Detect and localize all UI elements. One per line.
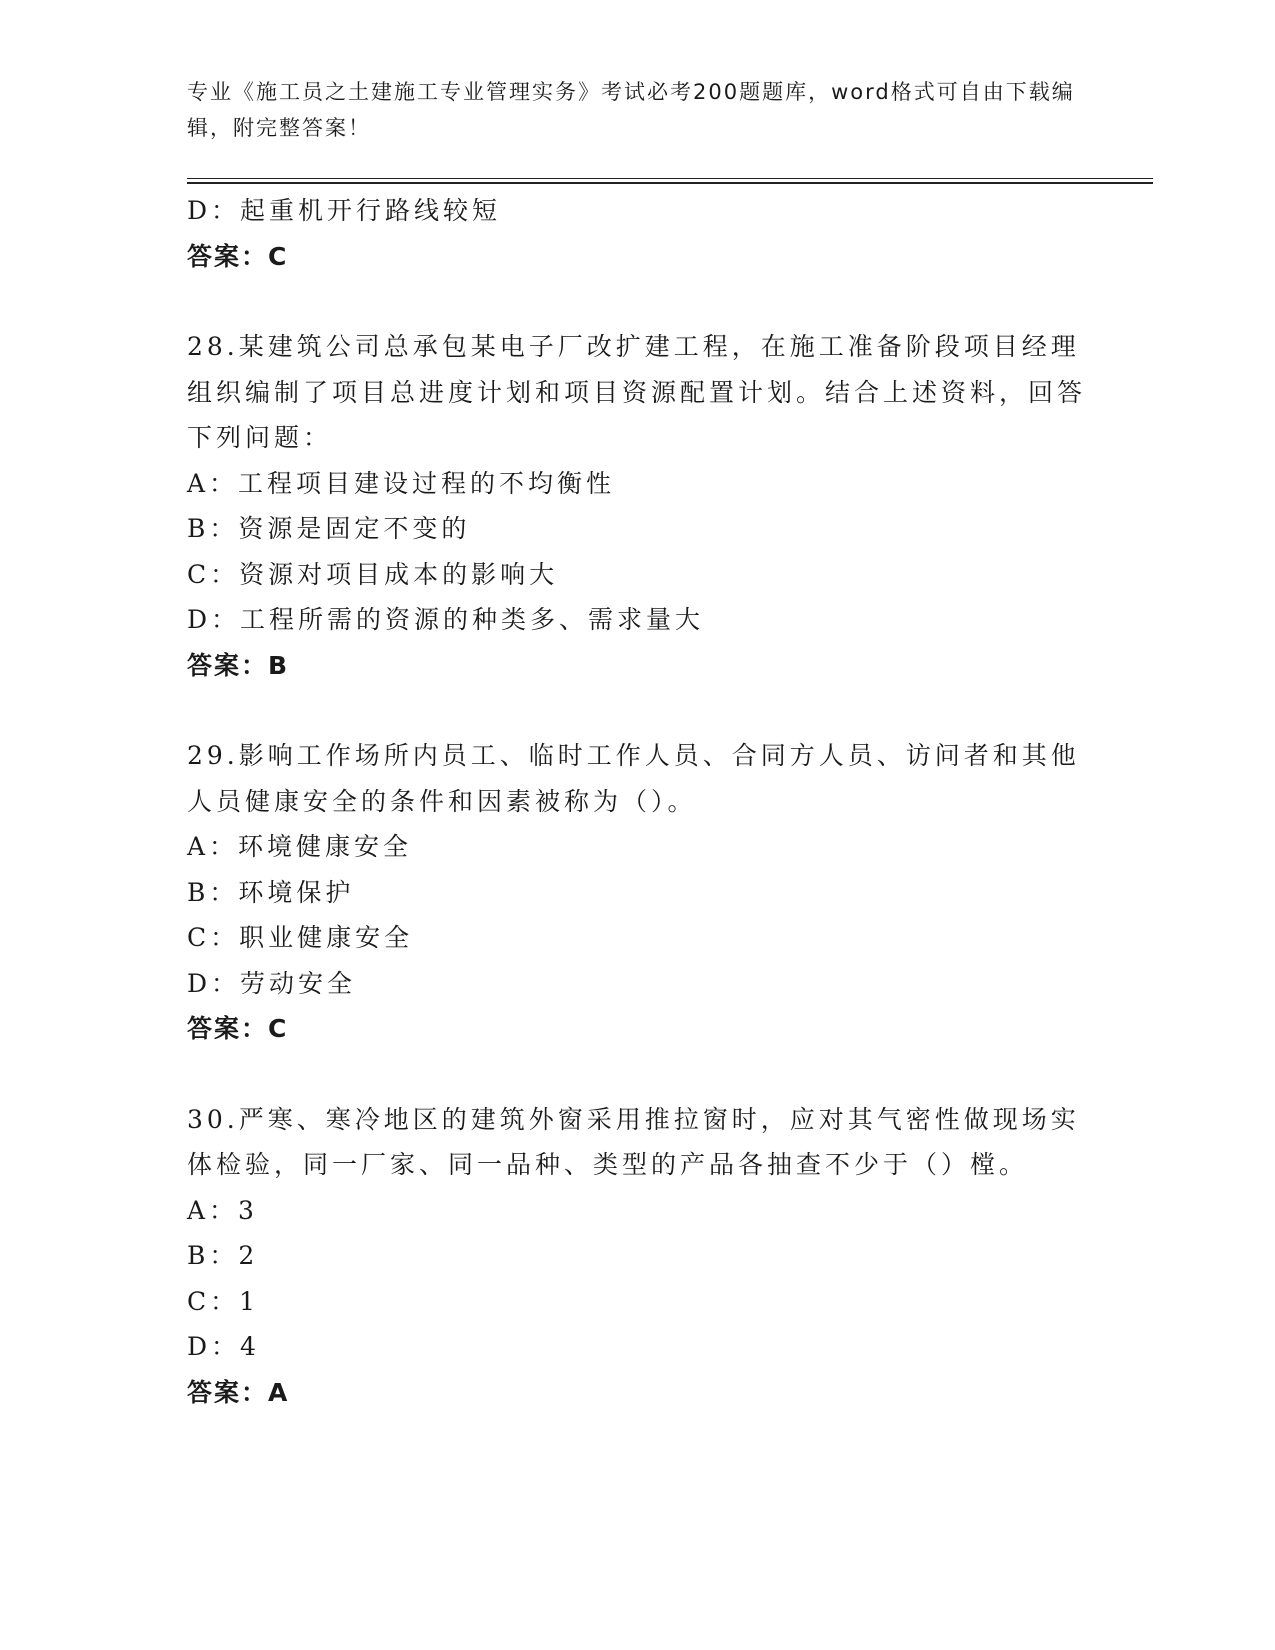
- answer: 答案：B: [187, 650, 290, 680]
- header-rule-thick: [187, 182, 1153, 184]
- option-d: D：工程所需的资源的种类多、需求量大: [187, 605, 705, 634]
- previous-question-tail: [187, 188, 1087, 279]
- option-d: D：劳动安全: [187, 968, 357, 998]
- question-stem: 28.某建筑公司总承包某电子厂改扩建工程，在施工准备阶段项目经理组织编制了项目总进度计划和项目资源配置计划。结合上述资料，回答下列问题：: [187, 332, 1087, 452]
- option-c: C：资源对项目成本的影响大: [187, 559, 559, 589]
- option-a: A：3: [187, 1195, 258, 1225]
- question-stem: 30.严寒、寒冷地区的建筑外窗采用推拉窗时，应对其气密性做现场实体检验，同一厂家、同一品种、类型的产品各抽查不少于（）樘。: [187, 1104, 1080, 1179]
- option-d: D：4: [187, 1332, 260, 1361]
- option-d: D：起重机开行路线较短: [187, 196, 502, 225]
- answer: 答案：C: [187, 241, 289, 271]
- option-a: A：环境健康安全: [187, 832, 413, 861]
- option-c: C：1: [187, 1286, 260, 1316]
- question-stem: 29.影响工作场所内员工、临时工作人员、合同方人员、访问者和其他人员健康安全的条件和因素被称为（）。: [187, 741, 1080, 816]
- question-28: [187, 324, 1087, 688]
- option-c: C：职业健康安全: [187, 923, 414, 952]
- option-b: B：2: [187, 1241, 259, 1270]
- header-rule-thin: [187, 178, 1153, 179]
- content-area: [187, 188, 1087, 1415]
- page-header: 专业《施工员之土建施工专业管理实务》考试必考200题题库，word格式可自由下载编辑，附完整答案！: [187, 80, 1075, 140]
- answer: 答案：C: [187, 1014, 289, 1043]
- option-b: B：环境保护: [187, 877, 355, 907]
- option-a: A：工程项目建设过程的不均衡性: [187, 468, 616, 498]
- question-29: [187, 733, 1087, 1052]
- question-30: [187, 1097, 1087, 1416]
- answer: 答案：A: [187, 1377, 290, 1407]
- option-b: B：资源是固定不变的: [187, 514, 471, 543]
